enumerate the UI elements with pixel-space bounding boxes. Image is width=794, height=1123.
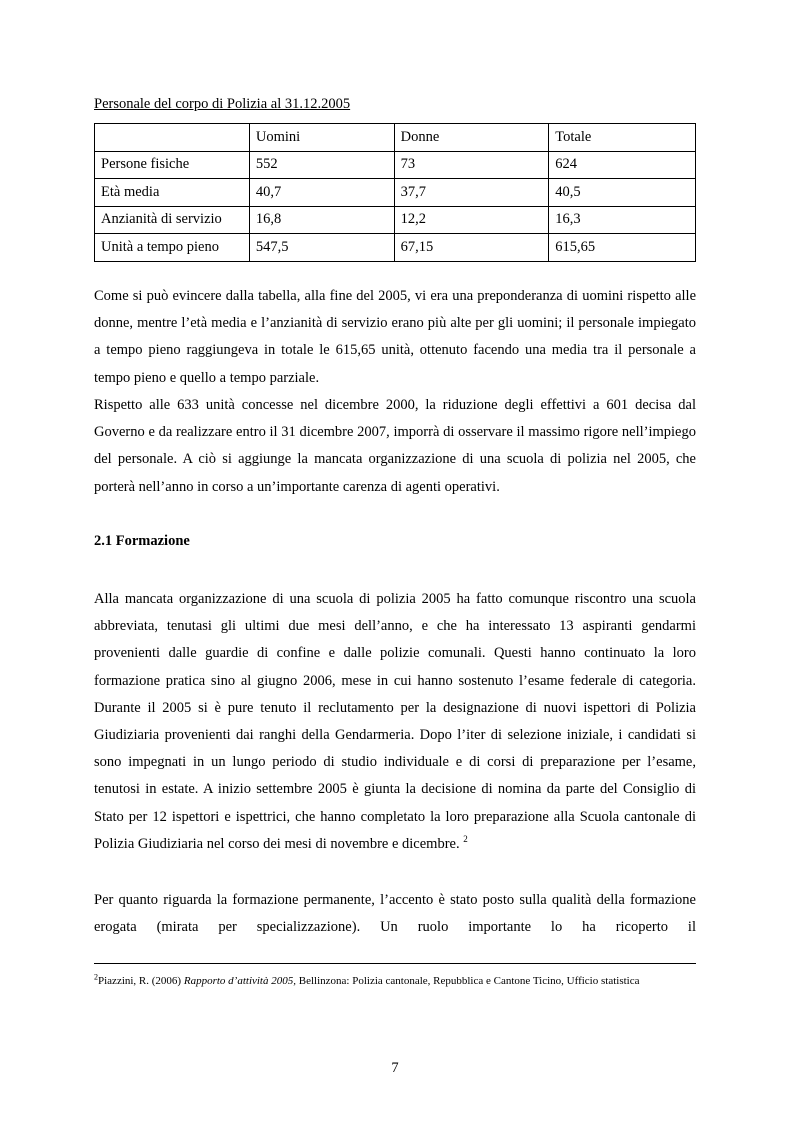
table-header-row (95, 124, 696, 152)
paragraph-table-comment: Come si può evincere dalla tabella, alla fine del 2005, vi era una preponderanza di uomini rispetto alle donne, mentre l’età media e l’anzianità di servizio erano più alte per gli uomini; il personale impiegato a tempo pieno raggiungeva in totale le 615,65 unità, ottenuto facendo una media tra il personale a tempo pieno e quello a tempo parziale. (94, 288, 696, 386)
table-row (95, 151, 696, 179)
footnote-rest: Bellinzona: Polizia cantonale, Repubblica e Cantone Ticino, Ufficio statistica (296, 975, 640, 987)
table-cell: Età media (95, 179, 250, 207)
table-cell: 624 (549, 151, 696, 179)
table-caption: Personale del corpo di Polizia al 31.12.2005 (94, 96, 351, 112)
section-heading: 2.1 Formazione (94, 533, 190, 549)
table-cell: Unità a tempo pieno (95, 234, 250, 262)
table-cell: Anzianità di servizio (95, 206, 250, 234)
footnote (94, 972, 696, 987)
personnel-table (94, 123, 696, 262)
table-header-cell: Uomini (249, 124, 394, 152)
table-cell: 16,8 (249, 206, 394, 234)
table-cell: 40,5 (549, 179, 696, 207)
table-cell: 40,7 (249, 179, 394, 207)
paragraph-training-text: Alla mancata organizzazione di una scuola di polizia 2005 ha fatto comunque riscontro una scuola abbreviata, tenutasi gli ultimi due mesi dell’anno, e che ha interessato 13 aspiranti gendarmi provenienti dalle guardie di confine e dalle polizie comunali. Questi hanno continuato la loro formazione pratica sino al giugno 2006, mese in cui hanno sostenuto l’esame federale di categoria. Durante il 2005 si è pure tenuto il reclutamento per la designazione di nuovi ispettori di Polizia Giudiziaria provenienti dai ranghi della Gendarmeria. Dopo l’iter di selezione iniziale, i candidati si sono impegnati in un lungo periodo di studio individuale e di corsi di preparazione per l’esame, tenutosi in estate. A inizio settembre 2005 è giunta la decisione di nomina da parte del Consiglio di Stato per 12 ispettori e ispettrici, che hanno completato la loro preparazione alla Scuola cantonale di Polizia Giudiziaria nel corso dei mesi di novembre e dicembre. (94, 591, 696, 852)
table-header-cell: Totale (549, 124, 696, 152)
paragraph-staff-reduction: Rispetto alle 633 unità concesse nel dicembre 2000, la riduzione degli effettivi a 601 decisa dal Governo e da realizzare entro il 31 dicembre 2007, imporrà di osservare il massimo rigore nell’impiego del personale. A ciò si aggiunge la mancata organizzazione di una scuola di polizia nel 2005, che porterà nell’anno in corso a un’importante carenza di agenti operativi. (94, 397, 696, 495)
table-cell: 67,15 (394, 234, 549, 262)
table-cell: 552 (249, 151, 394, 179)
table-cell: 37,7 (394, 179, 549, 207)
table-cell: 73 (394, 151, 549, 179)
footnote-title: Rapporto d’attività 2005, (183, 975, 296, 987)
table-row (95, 206, 696, 234)
table-row (95, 234, 696, 262)
table-cell: 12,2 (394, 206, 549, 234)
footnote-reference: 2 (463, 834, 468, 844)
page-number: 7 (391, 1060, 399, 1076)
table-header-cell: Donne (394, 124, 549, 152)
paragraph-training (94, 586, 696, 858)
table-header-cell (95, 124, 250, 152)
table-cell: 615,65 (549, 234, 696, 262)
table-cell: Persone fisiche (95, 151, 250, 179)
table-row (95, 179, 696, 207)
footnote-author: Piazzini, R. (2006) (98, 975, 184, 987)
footnote-separator (94, 963, 696, 964)
footnote-number: 2 (94, 972, 98, 982)
table-cell: 16,3 (549, 206, 696, 234)
table-cell: 547,5 (249, 234, 394, 262)
paragraph-permanent-training: Per quanto riguarda la formazione permanente, l’accento è stato posto sulla qualità della formazione erogata (mirata per specializzazione). Un ruolo importante lo ha ricoperto il (94, 892, 696, 936)
